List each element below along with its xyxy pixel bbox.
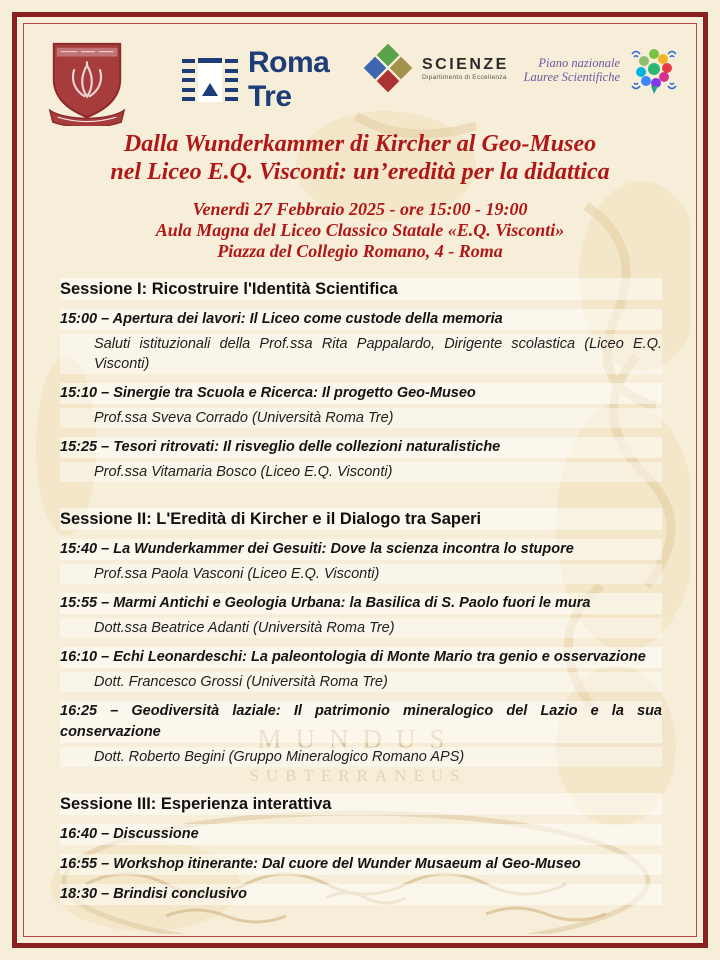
talk-title: 16:25 – Geodiversità laziale: Il patrimonio mineralogico del Lazio e la sua conservazione [60, 701, 662, 743]
talk-title: 15:00 – Apertura dei lavori: Il Liceo come custode della memoria [60, 309, 662, 330]
event-title-line2: nel Liceo E.Q. Visconti: un’eredità per la didattica [110, 159, 610, 185]
watermark-subterraneus: SUBTERRANEUS [249, 766, 467, 785]
session-2 [60, 508, 662, 767]
talk [60, 593, 662, 638]
talk [60, 824, 662, 845]
talk-title: 16:40 – Discussione [60, 824, 662, 845]
talk-speaker: Dott.ssa Beatrice Adanti (Università Roma Tre) [60, 618, 662, 638]
event-address: Piazza del Collegio Romano, 4 - Roma [217, 241, 503, 261]
talk-title: 15:25 – Tesori ritrovati: Il risveglio delle collezioni naturalistiche [60, 437, 662, 458]
session-title: Sessione II: L'Eredità di Kircher e il Dialogo tra Saperi [60, 508, 662, 530]
talk-title: 15:55 – Marmi Antichi e Geologia Urbana: la Basilica di S. Paolo fuori le mura [60, 593, 662, 614]
talk-speaker: Saluti istituzionali della Prof.ssa Rita Pappalardo, Dirigente scolastica (Liceo E.Q. Visconti) [60, 334, 662, 374]
roma-tre-wordmark: Roma Tre [248, 46, 330, 113]
talk [60, 309, 662, 374]
scienze-diamonds-icon [364, 44, 412, 92]
scienze-wordmark: SCIENZE [421, 55, 509, 73]
talk-speaker: Dott. Francesco Grossi (Università Roma Tre) [60, 672, 662, 692]
poster-content [28, 28, 692, 932]
roma-tre-logo [182, 46, 344, 114]
talk [60, 647, 662, 692]
talk-speaker: Dott. Roberto Begini (Gruppo Mineralogico Romano APS) [60, 747, 662, 767]
session-title: Sessione I: Ricostruire l'Identità Scientifica [60, 278, 662, 300]
program [60, 278, 662, 905]
pls-wordmark: Piano nazionale Lauree Scientifiche [523, 56, 620, 84]
talk-title: 16:55 – Workshop itinerante: Dal cuore del Wunder Musaeum al Geo-Museo [60, 854, 662, 875]
event-title [28, 130, 692, 186]
talk [60, 884, 662, 905]
talk-title: 15:40 – La Wunderkammer dei Gesuiti: Dove la scienza incontra lo stupore [60, 539, 662, 560]
pls-brain-icon [628, 44, 680, 96]
talk [60, 701, 662, 767]
event-venue: Aula Magna del Liceo Classico Statale «E.Q. Visconti» [155, 220, 565, 240]
event-title-line1: Dalla Wunderkammer di Kircher al Geo-Museo [123, 131, 597, 157]
event-datetime: Venerdì 27 Febbraio 2025 - ore 15:00 - 19:00 [192, 199, 528, 219]
session-3 [60, 793, 662, 905]
talk-title: 15:10 – Sinergie tra Scuola e Ricerca: Il progetto Geo-Museo [60, 383, 662, 404]
talk [60, 383, 662, 428]
scienze-subtitle: Dipartimento di Eccellenza [421, 73, 507, 81]
talk-speaker: Prof.ssa Vitamaria Bosco (Liceo E.Q. Visconti) [60, 462, 662, 482]
event-when-where [28, 199, 692, 262]
talk-title: 18:30 – Brindisi conclusivo [60, 884, 662, 905]
pls-logo [509, 44, 680, 96]
talk [60, 539, 662, 584]
talk [60, 854, 662, 875]
talk-title: 16:10 – Echi Leonardeschi: La paleontologia di Monte Mario tra genio e osservazione [60, 647, 662, 668]
logo-header [28, 28, 692, 122]
session-1 [60, 278, 662, 482]
talk-speaker: Prof.ssa Sveva Corrado (Università Roma Tre) [60, 408, 662, 428]
scienze-logo [364, 44, 509, 92]
session-title: Sessione III: Esperienza interattiva [60, 793, 662, 815]
school-crest-icon [44, 36, 130, 126]
roma-tre-icon [182, 58, 238, 102]
talk [60, 437, 662, 482]
talk-speaker: Prof.ssa Paola Vasconi (Liceo E.Q. Visconti) [60, 564, 662, 584]
